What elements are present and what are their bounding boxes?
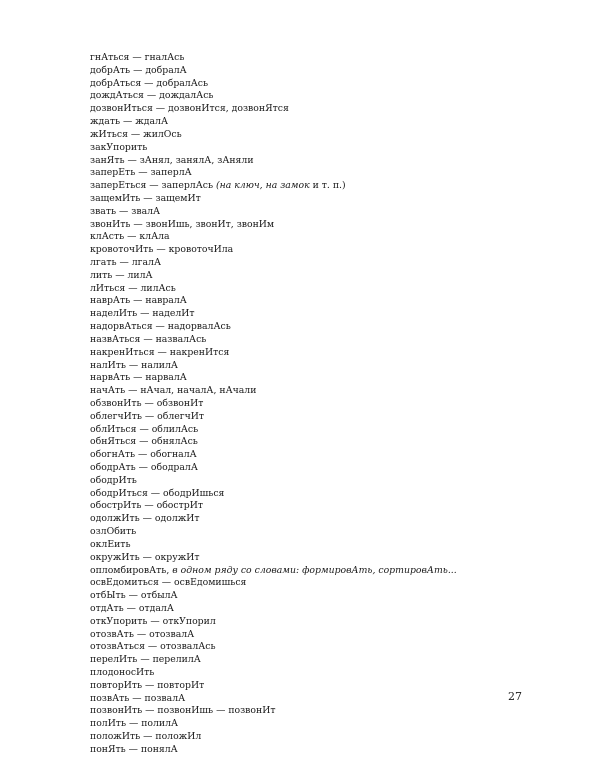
word-entry (90, 155, 570, 168)
entry-text: наврАть — навралА (90, 295, 187, 307)
word-entry (90, 590, 570, 603)
word-entry (90, 693, 570, 706)
word-entry (90, 398, 570, 411)
entry-text: понЯть — понялА (90, 743, 178, 755)
word-entry (90, 731, 570, 744)
entry-text: обнЯться — обнялАсь (90, 436, 198, 448)
entry-text: обострИть — обострИт (90, 500, 203, 512)
entry-text: гнАться — гналАсь (90, 52, 185, 63)
word-entry (90, 577, 570, 590)
word-entry (90, 283, 570, 296)
word-entry (90, 513, 570, 526)
word-entry (90, 219, 570, 232)
entry-text: ободрАть — ободралА (90, 462, 198, 473)
entry-text: налИть — налилА (90, 359, 178, 371)
entry-text: отдАть — отдалА (90, 602, 174, 614)
word-entry (90, 321, 570, 334)
word-entry (90, 308, 570, 321)
entry-text: звонИть — звонИшь, звонИт, звонИм (90, 218, 275, 230)
entry-text: откУпорить — откУпорил (90, 615, 216, 627)
entry-text: ждать — ждалА (90, 116, 168, 128)
entry-text: полИть — полилА (90, 718, 179, 730)
word-entry (90, 167, 570, 180)
entry-text: лить — лилА (90, 269, 153, 281)
entry-text: надорвАться — надорвалАсь (90, 321, 231, 333)
entry-text: окружИть — окружИт (90, 551, 200, 563)
entry-text: облИться — облилАсь (90, 423, 199, 435)
entry-text: кровоточИть — кровоточИла (90, 244, 234, 256)
word-list (90, 52, 570, 757)
entry-text: жИться — жилОсь (90, 128, 182, 140)
word-entry (90, 565, 570, 578)
word-entry (90, 680, 570, 693)
word-entry (90, 488, 570, 501)
word-entry (90, 52, 570, 65)
entry-text: лИться — лилАсь (90, 282, 176, 294)
entry-text: освЕдомиться — освЕдомишься (90, 577, 247, 589)
word-entry (90, 667, 570, 680)
word-entry (90, 78, 570, 91)
entry-text: клАсть — клАла (90, 231, 170, 243)
entry-text: перелИть — перелилА (90, 654, 201, 666)
word-entry (90, 103, 570, 116)
entry-text: начАть — нАчал, началА, нАчали (90, 385, 257, 397)
word-entry (90, 372, 570, 385)
entry-text: лгать — лгалА (90, 257, 161, 268)
word-entry (90, 295, 570, 308)
word-entry (90, 65, 570, 78)
entry-text: накренИться — накренИтся (90, 346, 230, 358)
word-entry (90, 654, 570, 667)
entry-note: (на ключ, на замок (215, 180, 310, 192)
entry-note-tail: и т. п.) (309, 180, 346, 192)
entry-text: озлОбить (90, 526, 137, 538)
word-entry (90, 411, 570, 424)
word-entry (90, 475, 570, 488)
word-entry (90, 385, 570, 398)
word-entry (90, 347, 570, 360)
entry-text: плодоносИть (90, 667, 155, 678)
word-entry (90, 180, 570, 193)
word-entry (90, 257, 570, 270)
word-entry (90, 641, 570, 654)
entry-text: заперЕться — заперлАсь (90, 180, 216, 192)
entry-text: облегчИть — облегчИт (90, 410, 205, 422)
entry-text: закУпорить (90, 141, 148, 153)
word-entry (90, 603, 570, 616)
word-entry (90, 552, 570, 565)
word-entry (90, 244, 570, 257)
word-entry (90, 616, 570, 629)
entry-text: занЯть — зАнял, занялА, зАняли (90, 154, 254, 166)
word-entry (90, 206, 570, 219)
entry-text: назвАться — назвалАсь (90, 333, 207, 345)
word-entry (90, 462, 570, 475)
word-entry (90, 539, 570, 552)
word-entry (90, 424, 570, 437)
word-entry (90, 449, 570, 462)
entry-text: обзвонИть — обзвонИт (90, 397, 204, 409)
entry-text: нарвАть — нарвалА (90, 372, 187, 384)
word-entry (90, 360, 570, 373)
entry-text: оклЕить (90, 538, 131, 550)
entry-text: дождАться — дождалАсь (90, 90, 214, 102)
entry-text: обогнАть — обогналА (90, 449, 197, 461)
entry-text: ободрИть (90, 474, 137, 486)
word-entry (90, 231, 570, 244)
word-entry (90, 500, 570, 513)
word-entry (90, 744, 570, 757)
entry-text: одолжИть — одолжИт (90, 513, 200, 525)
entry-text: отозвАться — отозвалАсь (90, 641, 216, 653)
entry-text: повторИть — повторИт (90, 679, 205, 691)
entry-text: дозвонИться — дозвонИтся, дозвонЯтся (90, 103, 289, 115)
word-entry (90, 334, 570, 347)
word-entry (90, 142, 570, 155)
entry-text: позвАть — позвалА (90, 692, 186, 704)
entry-text: добрАться — добралАсь (90, 77, 209, 89)
entry-text: звать — звалА (90, 205, 161, 217)
word-entry (90, 129, 570, 142)
entry-note: в одном ряду со словами: формировАть, сортировАть... (172, 564, 457, 576)
entry-text: наделИть — наделИт (90, 308, 195, 320)
word-entry (90, 116, 570, 129)
entry-text: позвонИть — позвонИшь — позвонИт (90, 705, 276, 717)
word-entry (90, 90, 570, 103)
word-entry (90, 436, 570, 449)
word-entry (90, 270, 570, 283)
entry-text: защемИть — защемИт (90, 192, 201, 204)
word-entry (90, 705, 570, 718)
entry-text: опломбировАть, (90, 564, 173, 576)
entry-text: отозвАть — отозвалА (90, 628, 195, 640)
word-entry (90, 629, 570, 642)
word-entry (90, 718, 570, 731)
word-entry (90, 526, 570, 539)
entry-text: добрАть — добралА (90, 64, 187, 76)
word-entry (90, 193, 570, 206)
entry-text: положИть — положИл (90, 731, 202, 743)
entry-text: ободрИться — ободрИшься (90, 487, 225, 499)
entry-text: заперЕть — заперлА (90, 167, 192, 179)
page-number: 27 (508, 690, 522, 703)
entry-text: отбЫть — отбылА (90, 590, 178, 602)
